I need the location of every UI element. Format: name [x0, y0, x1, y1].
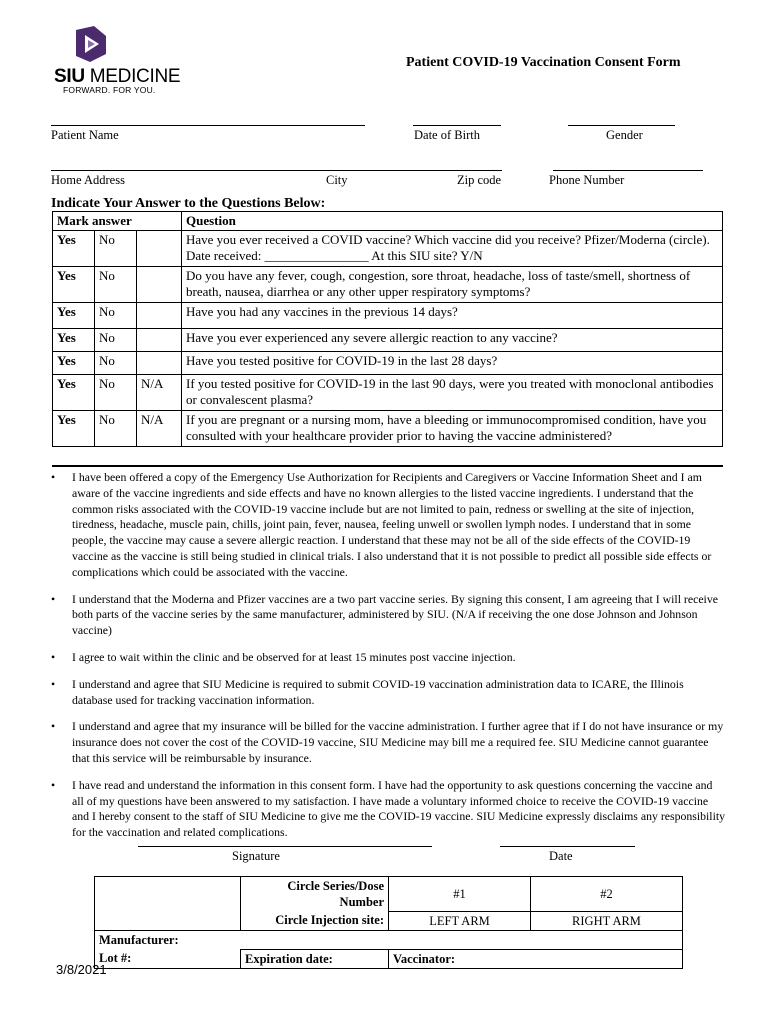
question-text: Do you have any fever, cough, congestion, sore throat, headache, loss of taste/smell, shortness of breath, nausea, diarrhea or any other upper respiratory symptoms? [182, 267, 723, 303]
answer-na-empty [137, 267, 182, 303]
bullet-icon: • [51, 676, 56, 691]
bullet-icon: • [51, 777, 56, 792]
answer-na[interactable]: N/A [137, 411, 182, 447]
mark-answer-header: Mark answer [53, 212, 182, 231]
questions-table [52, 211, 723, 447]
patient-name-line[interactable] [51, 125, 365, 126]
consent-item: • I understand and agree that SIU Medicine is required to submit COVID-19 vaccination administration data to ICARE, the Illinois database used for tracking vaccination information. [51, 676, 684, 707]
question-text: Have you ever received a COVID vaccine? Which vaccine did you receive? Pfizer/Moderna (circle). Date received: ________________ At this SIU site? Y/N [182, 231, 723, 267]
answer-yes[interactable]: Yes [53, 411, 95, 447]
answer-na[interactable]: N/A [137, 375, 182, 411]
phone-label: Phone Number [549, 173, 625, 187]
vaccinator-field[interactable]: Vaccinator: [389, 949, 683, 968]
bullet-icon: • [51, 470, 56, 484]
left-arm-option[interactable]: LEFT ARM [389, 911, 531, 930]
bullet-icon: • [51, 719, 56, 734]
consent-item: • I have been offered a copy of the Emergency Use Authorization for Recipients and Caregivers or Vaccine Information Sheet and I am aware of the vaccine ingredients and side effects and have no known allergies to the listed vaccine ingredients. I understand that the common risks associated with the COVID-19 vaccine include but are not limited to pain, redness or swelling at the site of injection, tiredness, headache, muscle pain, chills, joint pain, fever, nausea, feeling unwell or swollen lymph nodes. I understand that in some people, the vaccine may cause a severe allergic reaction. I understand that these may not be all of the side effects of the COVID-19 vaccine as the vaccine is still being studied in clinical trials. I also understand that it is not possible to predict all possible side effects or complications which could be associated with the vaccine. [51, 470, 712, 579]
right-arm-option[interactable]: RIGHT ARM [531, 911, 683, 930]
question-text: Have you tested positive for COVID-19 in the last 28 days? [182, 352, 723, 375]
expiration-field[interactable]: Expiration date: [241, 949, 389, 968]
bullet-icon: • [51, 591, 56, 606]
footer-date: 3/8/2021 [56, 962, 107, 977]
question-text: Have you ever experienced any severe allergic reaction to any vaccine? [182, 329, 723, 352]
phone-line[interactable] [553, 170, 703, 171]
lot-field[interactable]: Lot #: [95, 949, 241, 968]
circle-series-label: Circle Series/Dose Number [241, 877, 389, 912]
answer-no[interactable]: No [95, 231, 137, 267]
city-label: City [326, 173, 348, 187]
answer-yes[interactable]: Yes [53, 303, 95, 329]
answer-yes[interactable]: Yes [53, 352, 95, 375]
section-divider [52, 465, 723, 467]
brand-tagline: FORWARD. FOR YOU. [63, 85, 156, 95]
consent-item: • I understand that the Moderna and Pfizer vaccines are a two part vaccine series. By signing this consent, I am agreeing that I will receive both parts of the vaccine series by the same manufacturer, administered by SIU. (N/A if receiving the one dose Johnson and Johnson vaccine) [51, 591, 718, 638]
signature-label: Signature [232, 849, 280, 863]
consent-statements [51, 470, 727, 852]
gender-line[interactable] [568, 125, 675, 126]
manufacturer-field[interactable]: Manufacturer: [95, 930, 683, 949]
answer-na-empty [137, 329, 182, 352]
form-title: Patient COVID-19 Vaccination Consent Form [406, 55, 681, 70]
answer-no[interactable]: No [95, 267, 137, 303]
address-line[interactable] [51, 170, 502, 171]
siu-logo-icon [72, 26, 108, 62]
home-address-label: Home Address [51, 173, 125, 187]
answer-no[interactable]: No [95, 375, 137, 411]
gender-label: Gender [606, 128, 643, 142]
questions-section-title: Indicate Your Answer to the Questions Below: [51, 196, 326, 211]
dose-2-option[interactable]: #2 [531, 877, 683, 912]
date-line[interactable] [500, 846, 635, 847]
consent-item: • I understand and agree that my insurance will be billed for the vaccine administration. I further agree that if I do not have insurance or my insurance does not cover the cost of the COVID-19 vaccine, SIU Medicine may bill me a required fee. SIU Medicine cannot guarantee that this service will be reimbursable by insurance. [51, 719, 724, 765]
answer-no[interactable]: No [95, 303, 137, 329]
administration-table [94, 876, 683, 969]
circle-site-label: Circle Injection site: [241, 911, 389, 930]
answer-no[interactable]: No [95, 352, 137, 375]
zip-label: Zip code [457, 173, 502, 187]
bullet-icon: • [51, 649, 56, 664]
signature-line[interactable] [138, 846, 432, 847]
answer-na-empty [137, 231, 182, 267]
answer-na-empty [137, 303, 182, 329]
question-text: If you tested positive for COVID-19 in the last 90 days, were you treated with monoclonal antibodies or convalescent plasma? [182, 375, 723, 411]
dob-line[interactable] [413, 125, 501, 126]
dob-label: Date of Birth [414, 128, 480, 142]
question-text: Have you had any vaccines in the previous 14 days? [182, 303, 723, 329]
question-header: Question [182, 212, 723, 231]
answer-yes[interactable]: Yes [53, 375, 95, 411]
patient-name-label: Patient Name [51, 128, 119, 142]
answer-na-empty [137, 352, 182, 375]
answer-yes[interactable]: Yes [53, 329, 95, 352]
consent-item: • I agree to wait within the clinic and be observed for at least 15 minutes post vaccine injection. [51, 649, 516, 664]
brand-name: SIU MEDICINE [54, 66, 181, 87]
question-text: If you are pregnant or a nursing mom, have a bleeding or immunocompromised condition, have you consulted with your healthcare provider prior to having the vaccine administered? [182, 411, 723, 447]
dose-1-option[interactable]: #1 [389, 877, 531, 912]
answer-no[interactable]: No [95, 411, 137, 447]
answer-yes[interactable]: Yes [53, 267, 95, 303]
answer-no[interactable]: No [95, 329, 137, 352]
consent-item: • I have read and understand the information in this consent form. I have had the opportunity to ask questions concerning the vaccine and all of my questions have been answered to my satisfaction. I have made a voluntary informed choice to receive the COVID-19 vaccine and I hereby consent to the staff of SIU Medicine to give me the COVID-19 vaccine. SIU Medicine expressly disclaims any responsibility for the vaccination and related complications. [51, 777, 726, 840]
date-label: Date [549, 849, 573, 863]
answer-yes[interactable]: Yes [53, 231, 95, 267]
